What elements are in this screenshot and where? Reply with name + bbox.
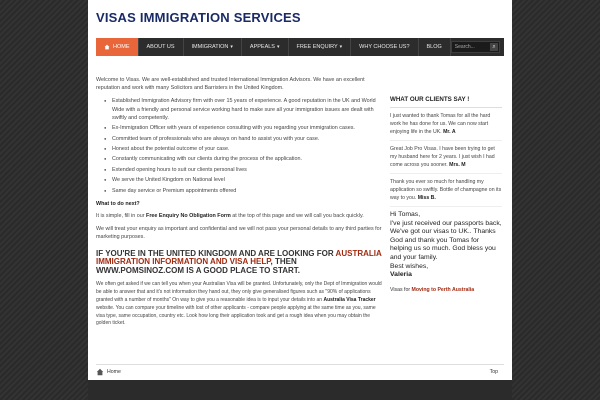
testimonial-text: I just wanted to thank Tomas for all the hard work he has done for us. We can now start enjoying life in the UK. [390, 113, 491, 135]
nav-item-immigration[interactable] [184, 38, 242, 56]
letter-body: I've just received our passports back, We've got our visas to UK.. Thanks God and thank you Tomas for helping us so much. God bless you and your family. [390, 219, 502, 261]
footer-home-link[interactable]: Home [107, 368, 121, 375]
testimonial-author: Mrs. M [449, 162, 466, 168]
letter-greeting: Hi Tomas, [390, 211, 421, 218]
search-placeholder: Search... [454, 44, 475, 50]
letter-closing: Best wishes, [390, 262, 429, 270]
next-text-post: at the top of this page and we will call you back quickly. [230, 212, 364, 219]
search-input[interactable] [451, 41, 500, 53]
home-icon[interactable] [96, 368, 104, 376]
nav-item-label: FREE ENQUIRY [296, 44, 338, 50]
heading-text-c: IS A GOOD PLACE TO START. [184, 265, 301, 275]
visa-promo [390, 286, 502, 294]
chevron-down-icon: ▾ [230, 44, 233, 50]
chevron-down-icon: ▾ [276, 44, 280, 50]
testimonials-sidebar [390, 96, 502, 294]
list-item: ● Same day service or Premium appointments offered [104, 187, 382, 195]
australia-immigration-link[interactable]: AUSTRALIA IMMIGRATION INFORMATION AND VISA HELP [96, 248, 382, 267]
nav-item-label: ABOUT US [146, 44, 175, 50]
list-item: ● Honest about the potential outcome of your case. [104, 145, 382, 153]
letter-signature: Valeria [390, 271, 412, 279]
left-background [0, 0, 88, 400]
footer-strip [88, 380, 512, 400]
testimonial-author: Miss B. [417, 195, 436, 201]
perth-australia-link[interactable]: Moving to Perth Australia [411, 286, 475, 293]
list-item: ● Ex-Immigration Officer with years of experience consulting with you regarding your immigration cases. [104, 124, 382, 132]
list-item: ● Committed team of professionals who are always on hand to assist you with your case. [104, 135, 382, 143]
visa-promo-text: Visas for [390, 286, 412, 293]
nav-item-blog[interactable] [419, 38, 451, 56]
nav-item-appeals[interactable] [242, 38, 289, 56]
main-navigation [96, 38, 504, 56]
footer [96, 364, 504, 378]
home-icon [104, 44, 110, 50]
visa-tracker-link[interactable]: Australia Visa Tracker [323, 296, 376, 303]
testimonial [390, 178, 502, 207]
nav-item-why-choose-us[interactable] [351, 38, 418, 56]
nav-item-free-enquiry[interactable] [289, 38, 352, 56]
testimonial-text: Great Job Pro Visas. I have been trying to get my husband here for 2 years. I just wish I had come across you sooner. [390, 146, 495, 168]
benefits-list [104, 97, 382, 194]
testimonial-author: Mr. A [443, 129, 456, 135]
chevron-down-icon: ▾ [339, 44, 343, 50]
what-next-heading: What to do next? [96, 200, 140, 207]
site-title[interactable]: VISAS IMMIGRATION SERVICES [96, 10, 301, 25]
list-item: ● Established Immigration Advisory firm with over 15 years of experience. A good reputation in the UK and World Wide with a friendly and personal service working hard to make sure all your immigration issues are dealt with swiftly and competently. [104, 97, 382, 122]
back-to-top-link[interactable]: Top [489, 368, 498, 375]
search-icon[interactable]: ⌕ [490, 43, 498, 51]
client-letter [390, 211, 502, 280]
body2-text-a: We often get asked if we can tell you when your Australian Visa will be granted. Unfortunately, only the Dept of Immigration would be able to answer that and it's not information they hand out, they only give generalised figures such as "90% of applications granted with a number of months" On way to give you a reasonable idea is to input your details into an [96, 281, 382, 303]
site-url-text: WWW.POMSINOZ.COM [96, 265, 184, 275]
list-item: ● Extended opening hours to suit our clients personal lives [104, 166, 382, 174]
nav-item-label: HOME [113, 44, 130, 50]
heading-text-a: IF YOU'RE IN THE UNITED KINGDOM AND ARE LOOKING FOR [96, 248, 336, 258]
nav-item-label: IMMIGRATION [191, 44, 229, 50]
right-background [512, 0, 600, 400]
testimonial [390, 112, 502, 141]
visa-tracker-paragraph [96, 281, 382, 328]
next-steps-paragraph [96, 212, 382, 220]
testimonial-text: Thank you ever so much for handling my application so swiftly. Bottle of champagne on its way to you. [390, 179, 502, 201]
nav-item-label: APPEALS [249, 44, 275, 50]
intro-paragraph: Welcome to Visas. We are well-established and trusted International Immigration Advisors. We have an excellent reputation and work with many Solicitors and Barristers in the United Kingdom. [96, 77, 365, 92]
list-item: ● We serve the United Kingdom on National level [104, 176, 382, 184]
section-heading [96, 250, 382, 276]
sidebar-title: WHAT OUR CLIENTS SAY ! [390, 96, 502, 108]
heading-text-b: , THEN [270, 257, 297, 267]
next-text-pre: It is simple, fill in our [96, 212, 147, 219]
testimonial [390, 145, 502, 174]
free-enquiry-link[interactable]: Free Enquiry No Obligation Form [146, 212, 231, 219]
main-content [96, 76, 382, 333]
confidential-paragraph: We will treat your enquiry as important and confidential and we will not pass your personal details to any third parties for marketing purposes. [96, 226, 382, 241]
nav-item-label: BLOG [426, 44, 442, 50]
list-item: ● Constantly communicating with our clients during the process of the application. [104, 155, 382, 163]
nav-item-label: WHY CHOOSE US? [359, 44, 410, 50]
nav-item-about-us[interactable] [139, 38, 184, 56]
nav-item-home[interactable] [96, 38, 139, 56]
body2-text-b: website. You can compare your timeline with lost of other applicants - compare people applying at the same time as you, same visa type, same occupation, country etc. Look how long their application took and get a rough idea when you may obtain the golden ticket. [96, 304, 376, 327]
